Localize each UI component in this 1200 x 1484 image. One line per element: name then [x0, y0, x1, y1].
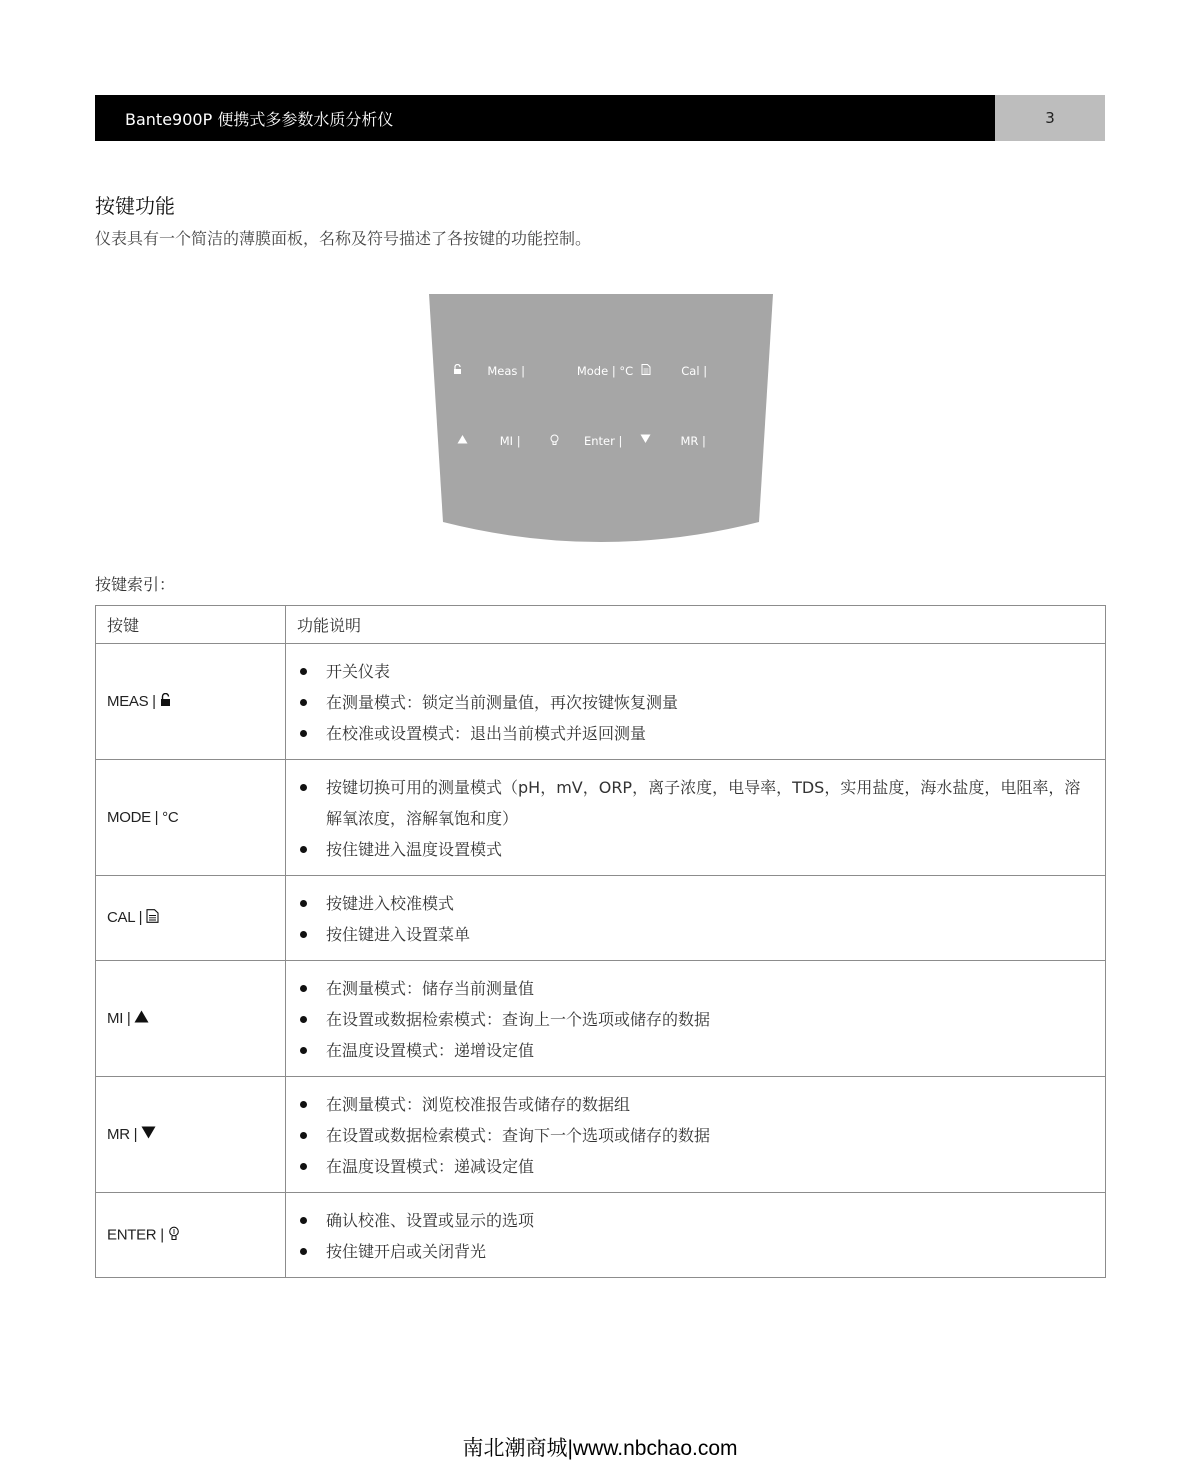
column-header-key: 按键 — [96, 606, 286, 644]
function-item: 按住键进入温度设置模式 — [298, 834, 1093, 865]
table-row — [96, 644, 1106, 760]
function-list — [298, 772, 1093, 865]
function-item: 在校准或设置模式：退出当前模式并返回测量 — [298, 718, 1093, 749]
function-item: 在测量模式：浏览校准报告或储存的数据组 — [298, 1089, 1093, 1120]
section-title: 按键功能 — [95, 194, 175, 218]
page-number: 3 — [995, 95, 1105, 141]
key-name: MEAS | — [107, 692, 156, 710]
table-header-row — [96, 606, 1106, 644]
section-description: 仪表具有一个简洁的薄膜面板，名称及符号描述了各按键的功能控制。 — [95, 229, 592, 248]
function-item: 在测量模式：锁定当前测量值，再次按键恢复测量 — [298, 687, 1093, 718]
function-cell — [286, 1077, 1106, 1193]
function-item: 在设置或数据检索模式：查询下一个选项或储存的数据 — [298, 1120, 1093, 1151]
function-item: 在测量模式：储存当前测量值 — [298, 973, 1093, 1004]
table-row — [96, 1077, 1106, 1193]
key-name: MR | — [107, 1125, 138, 1143]
function-item: 按键进入校准模式 — [298, 888, 1093, 919]
panel-key-label: MR | — [680, 434, 706, 448]
panel-key-label: Mode | °C — [576, 364, 634, 378]
page-header — [95, 95, 1105, 141]
bulb-icon — [168, 1226, 180, 1245]
function-item: 在设置或数据检索模式：查询上一个选项或储存的数据 — [298, 1004, 1093, 1035]
key-name: CAL | — [107, 908, 143, 926]
function-cell — [286, 961, 1106, 1077]
function-list — [298, 656, 1093, 749]
keypad-panel-shape — [429, 294, 773, 546]
table-row — [96, 876, 1106, 961]
key-cell — [96, 961, 286, 1077]
panel-key-mr[interactable] — [640, 434, 750, 448]
panel-key-label: Meas | — [487, 364, 525, 378]
key-cell — [96, 1193, 286, 1278]
up-triangle-icon — [134, 1010, 149, 1027]
function-cell — [286, 876, 1106, 961]
function-cell — [286, 1193, 1106, 1278]
panel-key-meas[interactable] — [453, 364, 563, 378]
key-name: MI | — [107, 1009, 131, 1027]
column-header-function: 功能说明 — [286, 606, 1106, 644]
panel-key-label: Enter | — [583, 434, 623, 448]
table-row — [96, 961, 1106, 1077]
function-cell — [286, 644, 1106, 760]
panel-key-label: MI | — [499, 434, 521, 448]
key-name: ENTER | — [107, 1225, 164, 1243]
function-cell — [286, 760, 1106, 876]
key-cell — [96, 644, 286, 760]
function-list — [298, 1205, 1093, 1267]
key-index-label: 按键索引： — [95, 575, 176, 594]
function-item: 按住键开启或关闭背光 — [298, 1236, 1093, 1267]
function-item: 确认校准、设置或显示的选项 — [298, 1205, 1093, 1236]
panel-key-label: Cal | — [681, 364, 708, 378]
function-item: 在温度设置模式：递减设定值 — [298, 1151, 1093, 1182]
key-cell — [96, 876, 286, 961]
function-item: 按键切换可用的测量模式（pH，mV，ORP，离子浓度，电导率，TDS，实用盐度，海水盐度，电阻率，溶解氧浓度，溶解氧饱和度） — [298, 772, 1093, 834]
table-row — [96, 1193, 1106, 1278]
function-item: 按住键进入设置菜单 — [298, 919, 1093, 950]
function-item: 在温度设置模式：递增设定值 — [298, 1035, 1093, 1066]
table-row — [96, 760, 1106, 876]
lock-icon — [160, 693, 171, 710]
function-item: 开关仪表 — [298, 656, 1093, 687]
header-title: Bante900P 便携式多参数水质分析仪 — [95, 95, 995, 141]
function-list — [298, 973, 1093, 1066]
down-triangle-icon — [141, 1126, 156, 1143]
key-function-table — [95, 605, 1106, 1278]
document-icon — [146, 909, 159, 927]
keypad-panel — [429, 294, 773, 546]
key-cell — [96, 1077, 286, 1193]
function-list — [298, 888, 1093, 950]
key-cell — [96, 760, 286, 876]
panel-key-cal[interactable] — [641, 364, 751, 378]
footer-watermark[interactable]: 南北潮商城|www.nbchao.com — [462, 1437, 738, 1460]
function-list — [298, 1089, 1093, 1182]
key-name: MODE | °C — [107, 809, 179, 826]
